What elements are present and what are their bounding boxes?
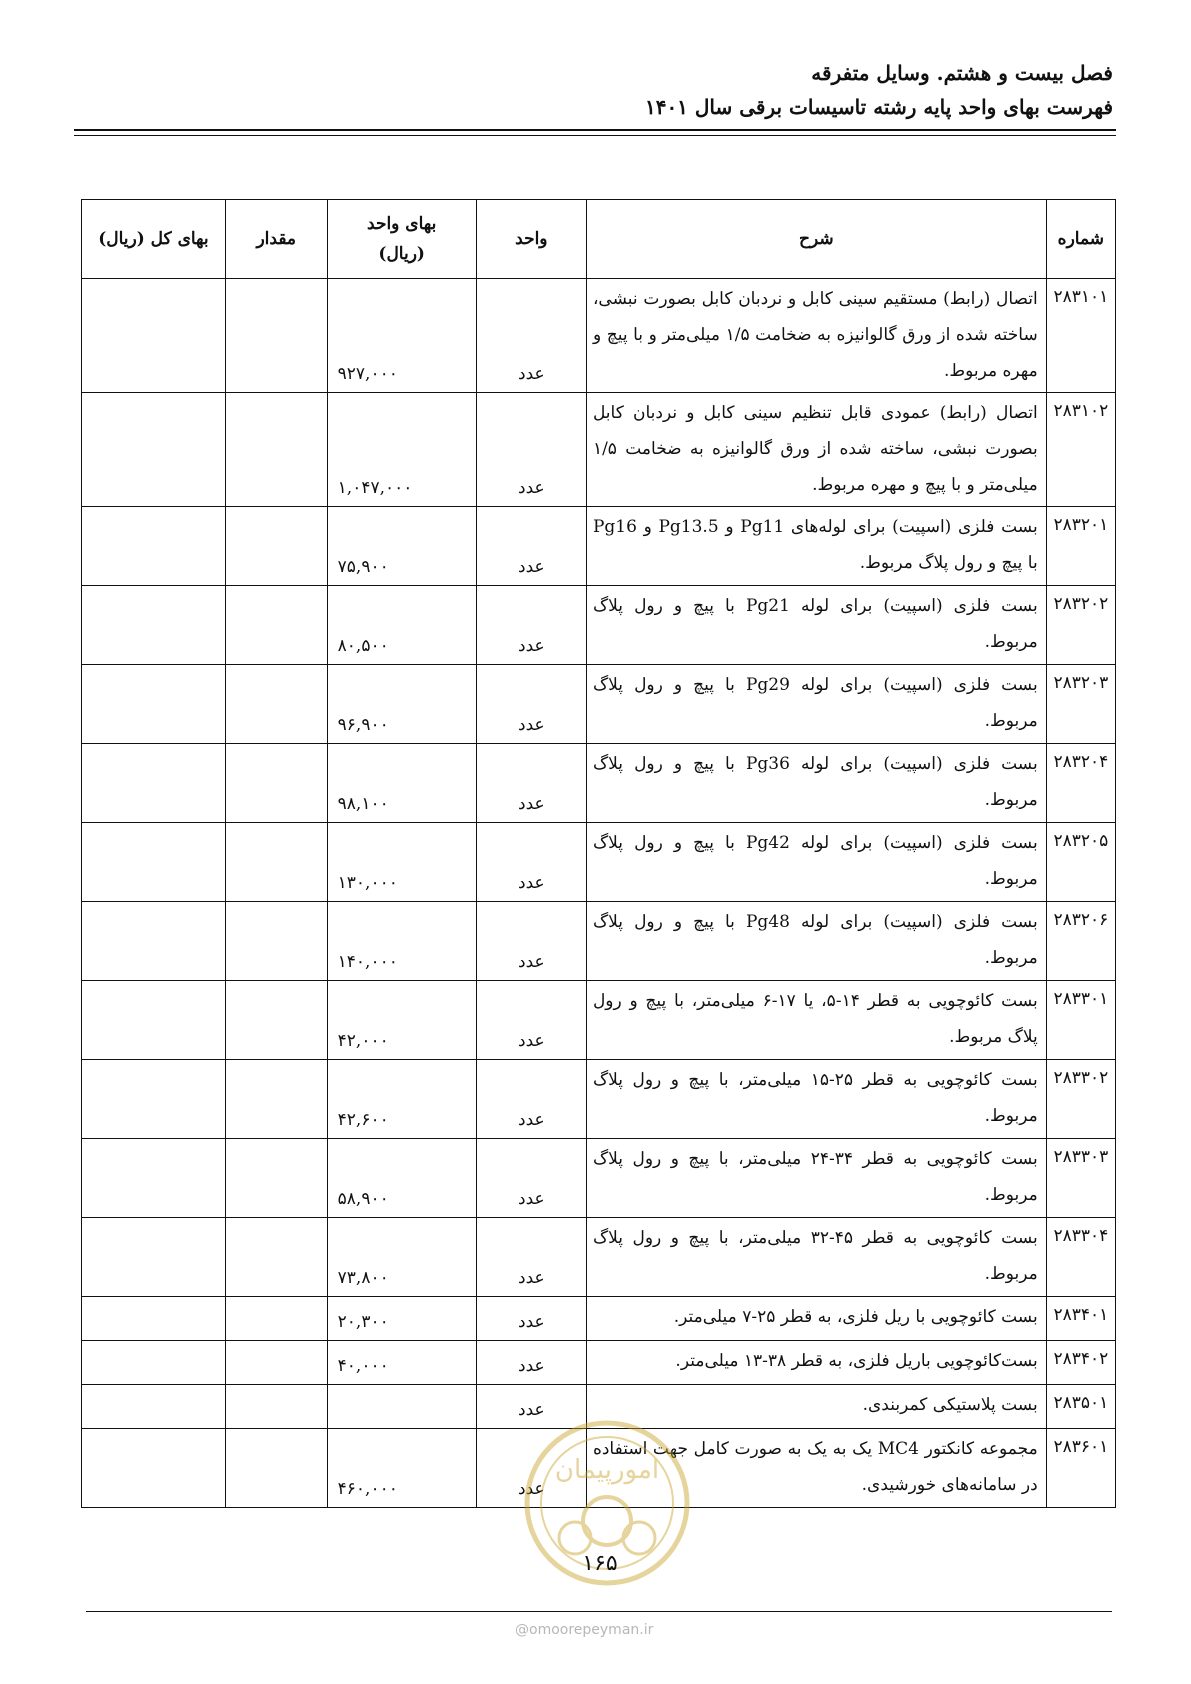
item-description: بست فلزی (اسپیت) برای لوله Pg29 با پیچ و رول پلاگ مربوط. [586,665,1046,744]
table-row [82,902,1116,981]
item-total [82,507,226,586]
item-description: مجموعه کانکتور MC4 یک به یک به صورت کامل جهت استفاده در سامانه‌های خورشیدی. [586,1429,1046,1508]
item-description: بست‌کائوچویی باریل فلزی، به قطر ۳۸-۱۳ میلی‌متر. [586,1341,1046,1385]
item-unit: عدد [476,665,586,744]
price-table [81,199,1116,1508]
item-unit: عدد [476,279,586,393]
item-unit-price: ۱,۰۴۷,۰۰۰ [327,393,476,507]
item-quantity [225,1060,327,1139]
item-total [82,1218,226,1297]
item-total [82,279,226,393]
item-description: بست فلزی (اسپیت) برای لوله Pg42 با پیچ و رول پلاگ مربوط. [586,823,1046,902]
item-code: ۲۸۳۲۰۱ [1046,507,1115,586]
item-quantity [225,1139,327,1218]
item-unit: عدد [476,1139,586,1218]
item-unit-price: ۸۰,۵۰۰ [327,586,476,665]
item-unit: عدد [476,507,586,586]
item-quantity [225,981,327,1060]
item-description: بست فلزی (اسپیت) برای لوله Pg48 با پیچ و رول پلاگ مربوط. [586,902,1046,981]
item-unit: عدد [476,586,586,665]
item-description: اتصال (رابط) عمودی قابل تنظیم سینی کابل و نردبان کابل بصورت نبشی، ساخته شده از ورق گالوانیزه به ضخامت ۱/۵ میلی‌متر و با پیچ و مهره مربوط. [586,393,1046,507]
footer-rule [86,1611,1112,1612]
item-unit-price [327,1385,476,1429]
item-unit-price: ۹۸,۱۰۰ [327,744,476,823]
col-header-unit: واحد [476,200,586,279]
item-code: ۲۸۳۳۰۴ [1046,1218,1115,1297]
item-quantity [225,1218,327,1297]
table-row [82,586,1116,665]
item-quantity [225,902,327,981]
item-quantity [225,507,327,586]
item-quantity [225,1341,327,1385]
item-quantity [225,744,327,823]
item-code: ۲۸۳۲۰۲ [1046,586,1115,665]
item-unit: عدد [476,902,586,981]
table-row [82,981,1116,1060]
item-total [82,1385,226,1429]
item-unit-price: ۴۶۰,۰۰۰ [327,1429,476,1508]
table-row [82,507,1116,586]
item-quantity [225,823,327,902]
item-unit-price: ۴۰,۰۰۰ [327,1341,476,1385]
table-row [82,279,1116,393]
header-rule-thin [74,135,1116,136]
item-description: بست کائوچویی به قطر ۲۵-۱۵ میلی‌متر، با پیچ و رول پلاگ مربوط. [586,1060,1046,1139]
item-total [82,586,226,665]
item-code: ۲۸۳۱۰۲ [1046,393,1115,507]
item-unit: عدد [476,1429,586,1508]
table-row [82,1341,1116,1385]
table-header-row [82,200,1116,279]
item-total [82,1429,226,1508]
item-unit-price: ۹۲۷,۰۰۰ [327,279,476,393]
item-code: ۲۸۳۲۰۶ [1046,902,1115,981]
item-description: بست کائوچویی به قطر ۴۵-۳۲ میلی‌متر، با پیچ و رول پلاگ مربوط. [586,1218,1046,1297]
item-unit: عدد [476,1060,586,1139]
table-row [82,1060,1116,1139]
item-code: ۲۸۳۱۰۱ [1046,279,1115,393]
item-unit-price: ۱۴۰,۰۰۰ [327,902,476,981]
col-header-total: بهای کل (ریال) [82,200,226,279]
item-description: بست فلزی (اسپیت) برای لوله Pg21 با پیچ و رول پلاگ مربوط. [586,586,1046,665]
page-header [77,56,1113,124]
item-code: ۲۸۳۳۰۳ [1046,1139,1115,1218]
item-unit-price: ۲۰,۳۰۰ [327,1297,476,1341]
item-unit: عدد [476,823,586,902]
item-quantity [225,665,327,744]
item-unit-price: ۴۲,۶۰۰ [327,1060,476,1139]
item-unit: عدد [476,1218,586,1297]
item-unit-price: ۴۲,۰۰۰ [327,981,476,1060]
table-row [82,1218,1116,1297]
item-unit-price: ۱۳۰,۰۰۰ [327,823,476,902]
item-total [82,1139,226,1218]
item-code: ۲۸۳۳۰۲ [1046,1060,1115,1139]
item-description: بست کائوچویی با ریل فلزی، به قطر ۲۵-۷ میلی‌متر. [586,1297,1046,1341]
col-header-code: شماره [1046,200,1115,279]
item-unit: عدد [476,1385,586,1429]
watermark-text: امورپیمان [554,1455,660,1485]
item-total [82,902,226,981]
item-description: بست پلاستیکی کمربندی. [586,1385,1046,1429]
item-unit-price: ۵۸,۹۰۰ [327,1139,476,1218]
item-code: ۲۸۳۲۰۳ [1046,665,1115,744]
table-row [82,1139,1116,1218]
col-header-price: بهای واحد (ریال) [327,200,476,279]
table-row [82,1297,1116,1341]
item-description: اتصال (رابط) مستقیم سینی کابل و نردبان کابل بصورت نبشی، ساخته شده از ورق گالوانیزه به ضخامت ۱/۵ میلی‌متر و با پیچ و مهره مربوط. [586,279,1046,393]
item-code: ۲۸۳۲۰۴ [1046,744,1115,823]
item-unit-price: ۷۳,۸۰۰ [327,1218,476,1297]
item-unit: عدد [476,981,586,1060]
table-row [82,665,1116,744]
item-total [82,981,226,1060]
document-title: فهرست بهای واحد پایه رشته تاسیسات برقی سال ۱۴۰۱ [644,95,1113,119]
item-quantity [225,586,327,665]
item-code: ۲۸۳۲۰۵ [1046,823,1115,902]
item-total [82,393,226,507]
website-watermark: @omoorepeyman.ir [515,1622,654,1638]
item-unit-price: ۹۶,۹۰۰ [327,665,476,744]
item-total [82,1297,226,1341]
item-unit: عدد [476,1341,586,1385]
item-total [82,823,226,902]
item-total [82,744,226,823]
item-description: بست فلزی (اسپیت) برای لوله Pg36 با پیچ و رول پلاگ مربوط. [586,744,1046,823]
item-total [82,1341,226,1385]
item-quantity [225,279,327,393]
chapter-title: فصل بیست و هشتم. وسایل متفرقه [811,61,1113,85]
item-code: ۲۸۳۴۰۲ [1046,1341,1115,1385]
item-description: بست کائوچویی به قطر ۳۴-۲۴ میلی‌متر، با پیچ و رول پلاگ مربوط. [586,1139,1046,1218]
item-quantity [225,1429,327,1508]
item-description: بست فلزی (اسپیت) برای لوله‌های Pg11 و Pg13.5 و Pg16 با پیچ و رول پلاگ مربوط. [586,507,1046,586]
table-row [82,744,1116,823]
item-code: ۲۸۳۴۰۱ [1046,1297,1115,1341]
item-quantity [225,1385,327,1429]
item-quantity [225,1297,327,1341]
item-total [82,665,226,744]
item-description: بست کائوچویی به قطر ۱۴-۵، یا ۱۷-۶ میلی‌متر، با پیچ و رول پلاگ مربوط. [586,981,1046,1060]
table-row [82,393,1116,507]
item-unit: عدد [476,744,586,823]
item-code: ۲۸۳۳۰۱ [1046,981,1115,1060]
item-code: ۲۸۳۵۰۱ [1046,1385,1115,1429]
item-code: ۲۸۳۶۰۱ [1046,1429,1115,1508]
col-header-qty: مقدار [225,200,327,279]
item-total [82,1060,226,1139]
page-number: ۱۶۵ [582,1551,618,1576]
col-header-desc: شرح [586,200,1046,279]
item-unit: عدد [476,393,586,507]
table-row [82,823,1116,902]
header-rule-thick [74,129,1116,131]
item-unit-price: ۷۵,۹۰۰ [327,507,476,586]
item-quantity [225,393,327,507]
item-unit: عدد [476,1297,586,1341]
